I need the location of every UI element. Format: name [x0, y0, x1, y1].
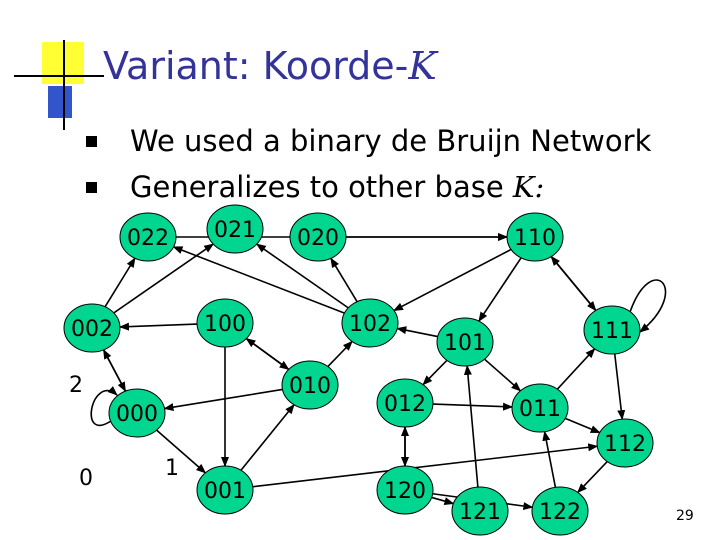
edge-002-022 [105, 258, 135, 307]
edge-101-011 [485, 359, 521, 391]
bullet-text: Generalizes to other base [130, 170, 513, 204]
edge-122-011 [545, 432, 556, 488]
edge-label: 0 [79, 466, 93, 491]
node-label-111: 111 [591, 319, 633, 344]
title-prefix: Variant: Koorde- [103, 44, 409, 88]
node-label-021: 021 [214, 218, 256, 243]
node-label-000: 000 [116, 402, 158, 427]
edge-101-012 [423, 360, 447, 384]
edge-010-000 [165, 389, 283, 408]
node-label-122: 122 [539, 500, 581, 525]
edge-010-100 [246, 339, 288, 370]
node-label-121: 121 [459, 500, 501, 525]
page-number: 29 [676, 508, 694, 524]
edge-010-102 [328, 341, 352, 366]
node-label-012: 012 [384, 392, 426, 417]
edge-121-101 [467, 366, 478, 487]
node-label-020: 020 [297, 226, 339, 251]
edge-112-122 [578, 462, 608, 493]
node-label-001: 001 [204, 479, 246, 504]
bullet-variable: K: [512, 170, 545, 204]
edge-111-112 [615, 354, 623, 419]
edge-011-112 [565, 418, 600, 432]
edge-label: 2 [69, 373, 83, 398]
edge-110-101 [479, 258, 521, 321]
node-label-110: 110 [514, 226, 556, 251]
bullet-text: We used a binary de Bruijn Network [130, 124, 652, 158]
edge-102-020 [331, 258, 357, 301]
node-label-022: 022 [127, 226, 169, 251]
node-label-010: 010 [289, 374, 331, 399]
edge-100-002 [120, 324, 197, 327]
edge-000-002 [104, 350, 126, 391]
node-label-102: 102 [349, 312, 391, 337]
node-label-101: 101 [444, 331, 486, 356]
edge-012-011 [433, 404, 512, 407]
edge-011-111 [557, 349, 594, 389]
edge-101-102 [397, 328, 437, 336]
node-label-112: 112 [604, 432, 646, 457]
edge-111-110 [551, 257, 596, 311]
node-label-120: 120 [384, 479, 426, 504]
edge-000-001 [157, 430, 206, 473]
edge-label: 1 [165, 456, 179, 481]
edge-120-121 [432, 497, 454, 503]
edge-110-102 [394, 249, 511, 310]
edge-001-010 [241, 405, 294, 471]
node-label-002: 002 [71, 317, 113, 342]
node-label-011: 011 [519, 397, 561, 422]
node-label-100: 100 [204, 312, 246, 337]
title-variable: K [408, 44, 437, 88]
nodes-group [64, 205, 653, 535]
